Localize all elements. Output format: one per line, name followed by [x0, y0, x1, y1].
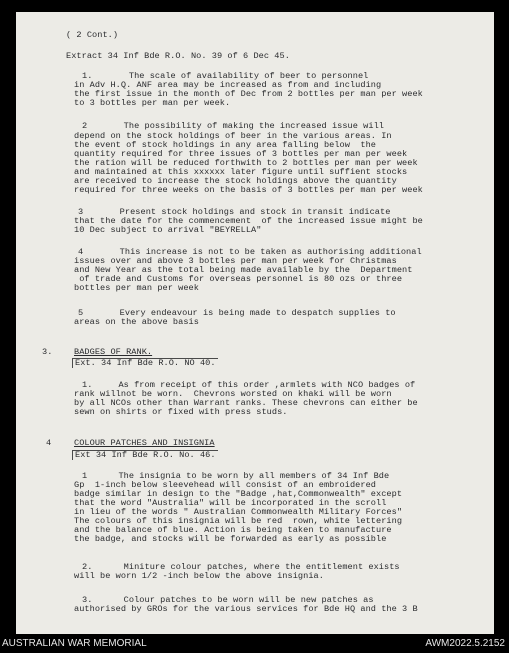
para-4-line: 4 This increase is not to be taken as authorising additional: [78, 247, 422, 257]
section-4-line: in lieu of the words " Australian Commonwealth Military Forces": [74, 507, 403, 517]
para-4-line: bottles per man per week: [74, 283, 199, 293]
para-2-line: the ration will be reduced forthwith to 2 bottles per man per week: [74, 158, 418, 168]
para-5-line: areas on the above basis: [74, 317, 199, 327]
section-3-reference: Ext. 34 Inf Bde R.O. NO 40.: [72, 358, 218, 368]
section-3-line: by all NCOs other than Warrant ranks. These chevrons can either be: [74, 398, 418, 408]
section-4-line: and the balance of blue. Action is being taken to manufacture: [74, 525, 392, 535]
page-continuation-header: ( 2 Cont.): [66, 30, 119, 40]
para-3-line: that the date for the commencement of the increased issue might be: [74, 216, 423, 226]
section-4-reference: Ext 34 Inf Bde R.O. No. 46.: [72, 450, 218, 460]
section-4-line: The colours of this insignia will be red rown, white lettering: [74, 516, 403, 526]
para-2-line: quantity required for three issues of 3 bottles per man per week: [74, 149, 408, 159]
para-3-line: 3 Present stock holdings and stock in transit indicate: [78, 207, 391, 217]
para-1-line: the first issue in the month of Dec from 2 bottles per man per week: [74, 89, 423, 99]
section-4-line: badge similar in design to the "Badge ,hat,Commonwealth" except: [74, 489, 403, 499]
section-4-line: the badge, and stocks will be forwarded as early as possible: [74, 534, 387, 544]
section-4-number: 4: [46, 438, 52, 448]
section-4-line: 2. Miniture colour patches, where the entitlement exists: [82, 562, 400, 572]
para-2-line: depend on the stock holdings of beer in the various areas. In: [74, 131, 392, 141]
archive-reference: AWM2022.5.2152: [425, 638, 505, 649]
section-3-line: 1. As from receipt of this order ,armlets with NCO badges of: [82, 380, 416, 390]
para-1-line: 1. The scale of availability of beer to personnel: [82, 71, 369, 81]
para-5-line: 5 Every endeavour is being made to despatch supplies to: [78, 308, 396, 318]
para-1-line: to 3 bottles per man per week.: [74, 98, 231, 108]
section-4-line: Gp 1-inch below sleevehead will consist of an embroidered: [74, 480, 377, 490]
section-3-line: rank willnot be worn. Chevrons worsted on khaki will be worn: [74, 389, 392, 399]
section-4-line: 3. Colour patches to be worn will be new patches as: [82, 595, 374, 605]
para-3-line: 10 Dec subject to arrival "BEYRELLA": [74, 225, 262, 235]
archive-footer: [0, 636, 509, 653]
section-3-number: 3.: [42, 347, 53, 357]
section-4-line: that the word "Australia" will be incorporated in the scroll: [74, 498, 387, 508]
para-4-line: of trade and Customs for overseas personnel is 80 ozs or three: [74, 274, 403, 284]
extract-title: Extract 34 Inf Bde R.O. No. 39 of 6 Dec 45.: [66, 51, 290, 61]
section-4-line: authorised by GROs for the various services for Bde HQ and the 3 B: [74, 604, 418, 614]
section-4-line: 1 The insignia to be worn by all members of 34 Inf Bde: [82, 471, 390, 481]
para-4-line: issues over and above 3 bottles per man per week for Christmas: [74, 256, 397, 266]
para-2-line: and maintained at this xxxxxx later figure until suffient stocks: [74, 167, 408, 177]
section-3-line: sewn on shirts or fixed with press studs.: [74, 407, 288, 417]
para-2-line: 2 The possibility of making the increased issue will: [82, 121, 385, 131]
para-1-line: in Adv H.Q. ANF area may be increased as from and including: [74, 80, 382, 90]
section-4-heading: COLOUR PATCHES AND INSIGNIA: [74, 438, 215, 448]
archive-name: AUSTRALIAN WAR MEMORIAL: [2, 638, 147, 649]
section-4-line: will be worn 1/2 -inch below the above insignia.: [74, 571, 324, 581]
para-2-line: are received to increase the stock holdings above the quantity: [74, 176, 397, 186]
section-3-heading: BADGES OF RANK.: [74, 347, 153, 357]
document-page: [16, 12, 494, 634]
para-4-line: and New Year as the total being made available by the Department: [74, 265, 413, 275]
para-2-line: the event of stock holdings in any area falling below the: [74, 140, 377, 150]
para-2-line: required for three weeks on the basis of 3 bottles per man per week: [74, 185, 423, 195]
